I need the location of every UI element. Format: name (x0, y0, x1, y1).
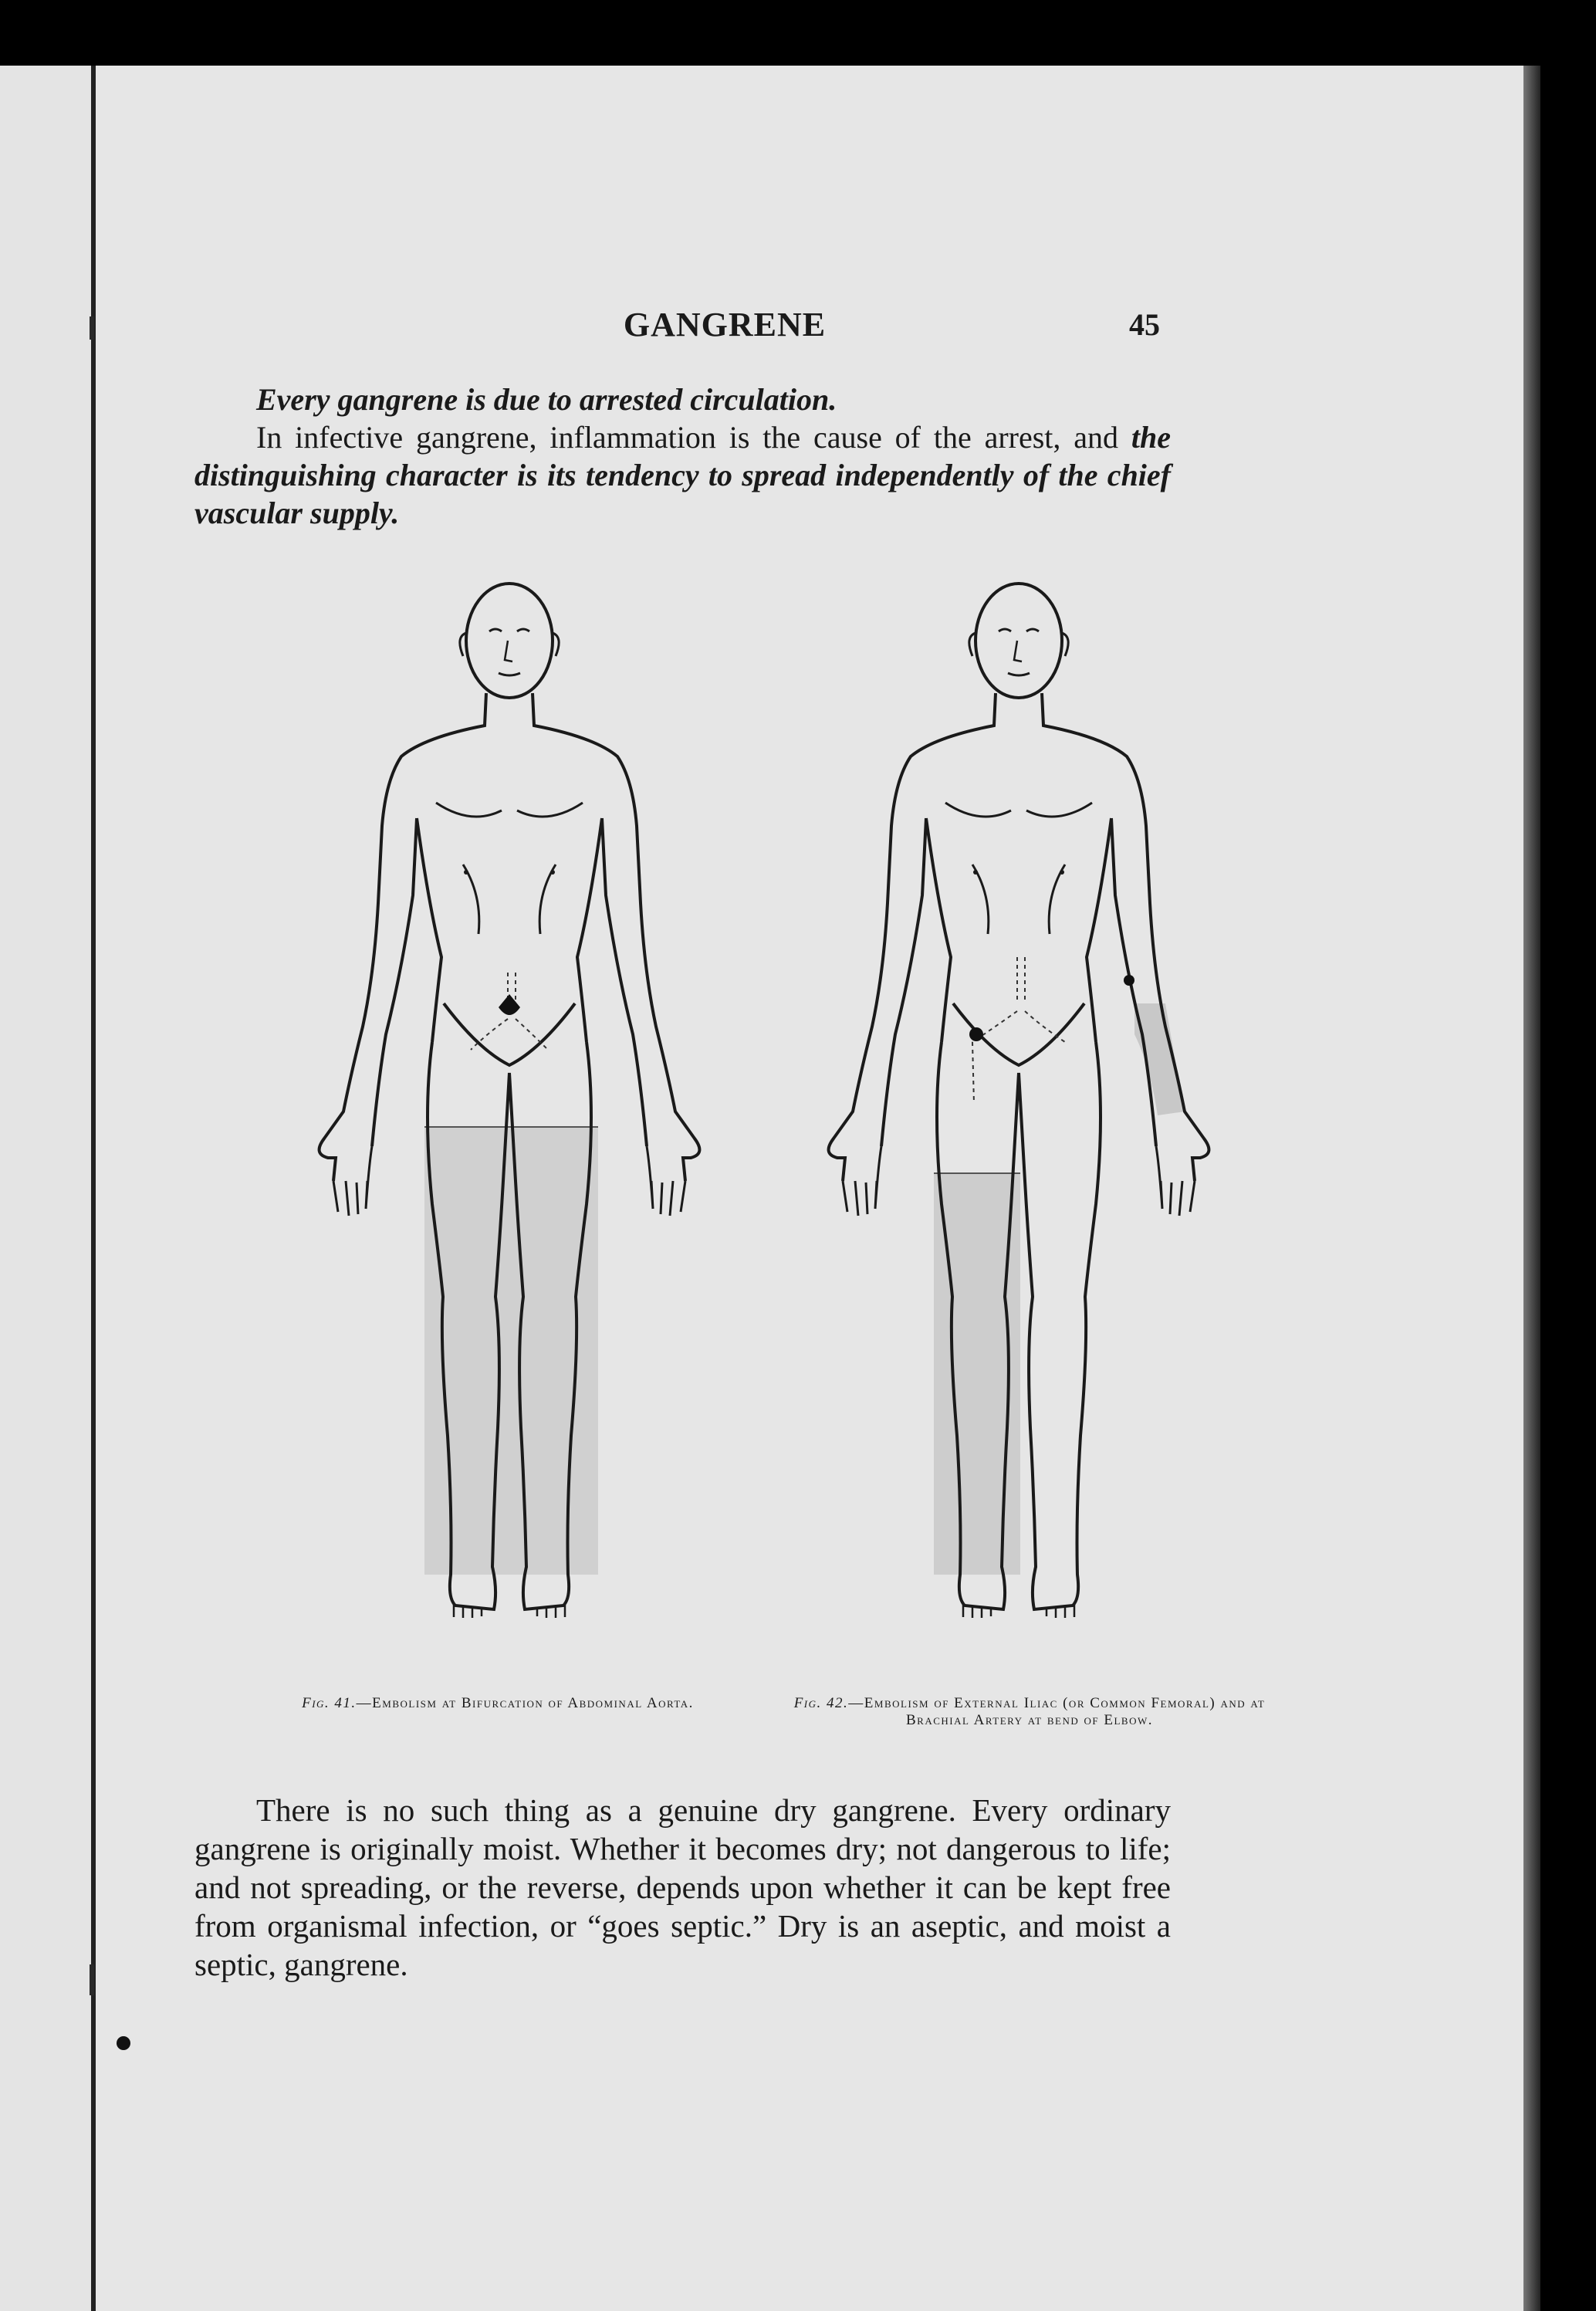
paragraph-infective-gangrene (194, 418, 1171, 532)
gutter-mark (90, 1964, 94, 1995)
emphasis-text: the distinguishing character is its tendency to spread independently of the chief vascular supply. (194, 420, 1171, 530)
margin-dot (117, 2036, 130, 2050)
lead-sentence: Every gangrene is due to arrested circulation. (256, 382, 837, 417)
chapter-title: GANGRENE (623, 306, 827, 343)
figure-42-body (829, 584, 1209, 1618)
figure-42-number: Fig. 42. (793, 1695, 849, 1711)
paragraph-text: In infective gangrene, inflammation is the cause of the arrest, and (256, 420, 1131, 455)
figure-41-body (320, 584, 700, 1618)
figure-41-number: Fig. 41. (302, 1695, 357, 1711)
page-number: 45 (1129, 307, 1160, 342)
figure-42-caption-text: —Embolism of External Iliac (or Common Femoral) and at Brachial Artery at bend of Elbow. (848, 1695, 1266, 1728)
figure-42-caption (790, 1695, 1269, 1729)
figure-41-caption-text: —Embolism at Bifurcation of Abdominal Aorta. (356, 1695, 694, 1711)
page-shadow (1523, 66, 1540, 2311)
anatomical-figures (262, 571, 1281, 1683)
figure-41-caption (282, 1695, 714, 1712)
running-head (0, 305, 1596, 351)
previous-page-edge (0, 66, 91, 2311)
paragraph-dry-gangrene: There is no such thing as a genuine dry gangrene. Every ordinary gangrene is originally moist. Whether it becomes dry; not dangerous to life; and not spreading, or the reverse, depends upon whether it can be kept free from organismal infection, or “goes septic.” Dry is an aseptic, and moist a septic, gangrene. (194, 1792, 1171, 1982)
